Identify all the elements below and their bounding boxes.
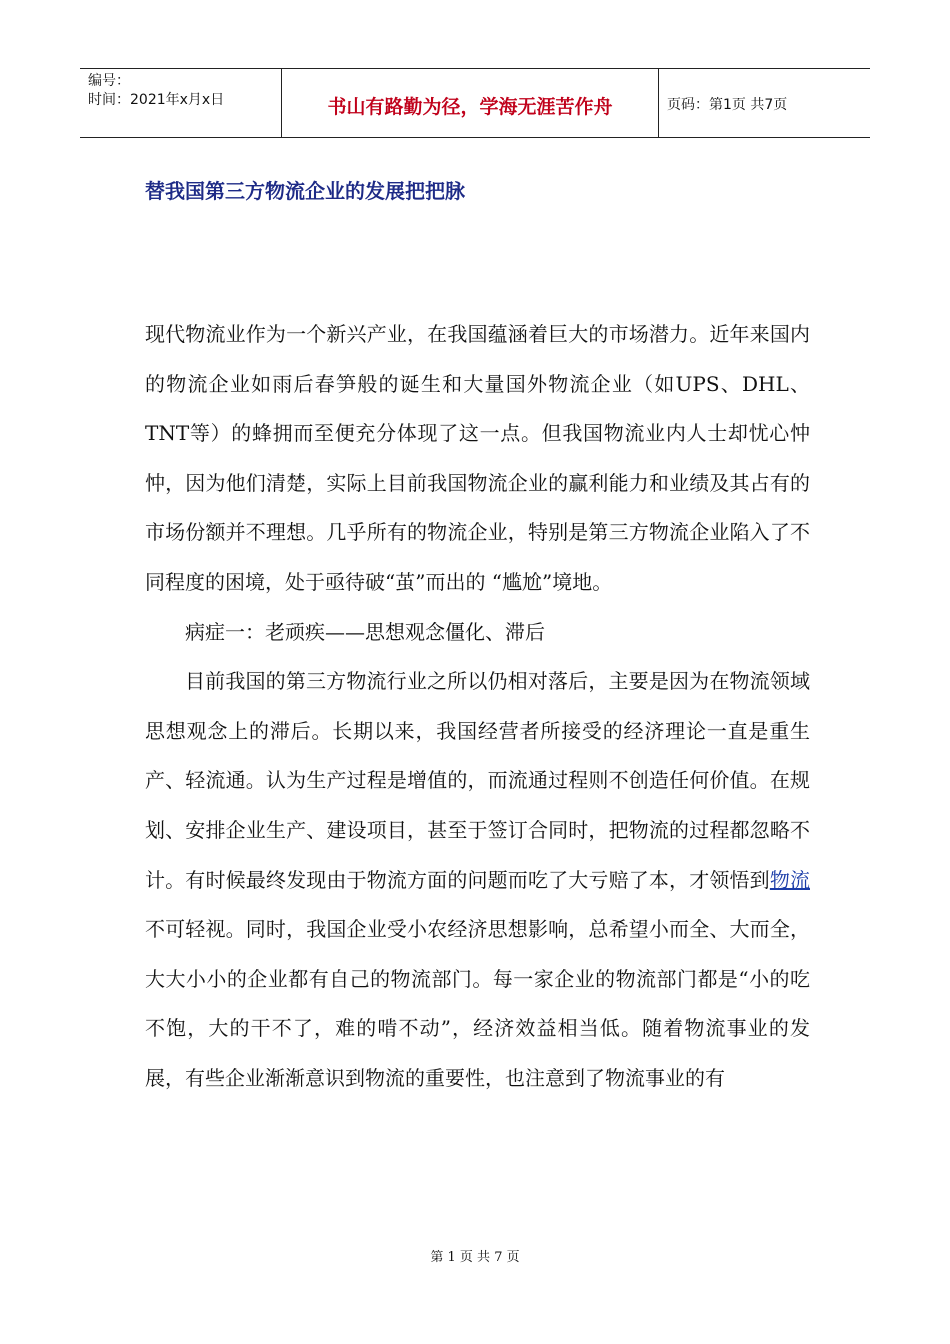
paragraph-2-text-b: 不可轻视。同时，我国企业受小农经济思想影响，总希望小而全、大而全，大大小小的企业都有自己的物流部门。每一家企业的物流部门都是“小的吃不饱，大的干不了，难的啃不动”，经济效益相当低。随着物流事业的发展，有些企业渐渐意识到物流的重要性，也注意到了物流事业的有 [145,917,810,1090]
page-footer: 第 1 页 共 7 页 [430,1250,520,1265]
time-label: 时间：2021年x月x日 [88,92,225,108]
paragraph-2-text-a: 目前我国的第三方物流行业之所以仍相对落后，主要是因为在物流领域思想观念上的滞后。长期以来，我国经营者所接受的经济理论一直是重生产、轻流通。认为生产过程是增值的，而流通过程则不创造任何价值。在规划、安排企业生产、建设项目，甚至于签订合同时，把物流的过程都忽略不计。有时候最终发现由于物流方面的问题而吃了大亏赔了本，才领悟到 [145,669,810,892]
number-label: 编号： [88,73,130,89]
section-heading-1: 病症一：老顽疾——思想观念僵化、滞后 [185,619,545,644]
logistics-link[interactable]: 物流 [769,867,810,892]
header-left-cell [80,69,282,137]
document-title: 替我国第三方物流企业的发展把把脉 [145,179,465,203]
document-body [145,310,810,1104]
motto: 书山有路勤为径，学海无涯苦作舟 [282,69,659,137]
header-page-info: 页码：第1页 共7页 [667,97,788,113]
paragraph-2 [145,657,810,1103]
paragraph-1: 现代物流业作为一个新兴产业，在我国蕴涵着巨大的市场潜力。近年来国内的物流企业如雨后春笋般的诞生和大量国外物流企业（如UPS、DHL、TNT等）的蜂拥而至便充分体现了这一点。但我国物流业内人士却忧心忡忡，因为他们清楚，实际上目前我国物流企业的赢利能力和业绩及其占有的市场份额并不理想。几乎所有的物流企业，特别是第三方物流企业陷入了不同程度的困境，处于亟待破“茧”而出的 “尴尬”境地。 [145,322,810,594]
header-table [80,68,870,138]
